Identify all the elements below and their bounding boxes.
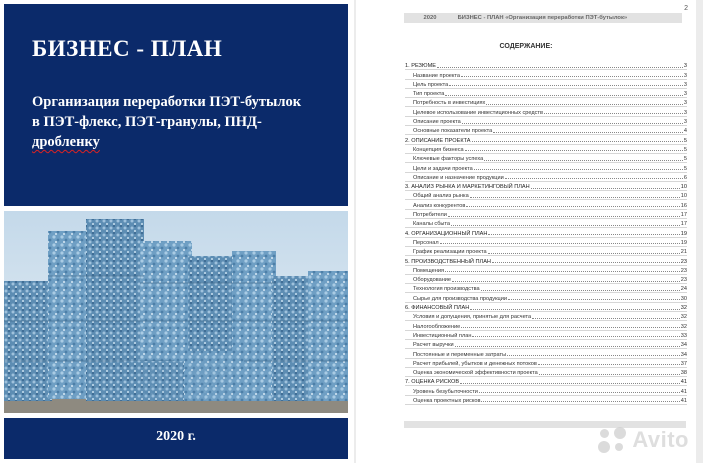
toc-entry-page-number: 3 <box>683 91 687 98</box>
toc-leader-dots <box>488 253 680 254</box>
cover-subtitle <box>32 92 350 152</box>
cover-year-block <box>4 418 348 459</box>
toc-entry-label: Целевое использование инвестиционных средств <box>413 109 543 116</box>
toc-section-entry[interactable] <box>405 182 687 191</box>
page-number: 2 <box>684 5 688 12</box>
toc-subsection-entry[interactable] <box>405 145 687 154</box>
toc-leader-dots <box>532 318 680 319</box>
avito-dots-icon <box>598 427 628 453</box>
toc-entry-page-number: 38 <box>680 370 687 377</box>
toc-entry-label: 3. АНАЛИЗ РЫНКА И МАРКЕТИНГОВЫЙ ПЛАН <box>405 184 530 191</box>
toc-leader-dots <box>508 299 680 300</box>
toc-section-entry[interactable] <box>405 256 687 265</box>
toc-subsection-entry[interactable] <box>405 247 687 256</box>
toc-leader-dots <box>479 392 680 393</box>
toc-entry-page-number: 3 <box>683 81 687 88</box>
toc-entry-page-number: 3 <box>683 100 687 107</box>
toc-subsection-entry[interactable] <box>405 117 687 126</box>
toc-leader-dots <box>481 401 679 402</box>
toc-entry-label: Основные показатели проекта <box>413 128 493 135</box>
toc-leader-dots <box>505 178 683 179</box>
toc-leader-dots <box>451 225 680 226</box>
toc-subsection-entry[interactable] <box>405 284 687 293</box>
toc-entry-page-number: 23 <box>680 258 687 265</box>
toc-entry-label: 6. ФИНАНСОВЫЙ ПЛАН <box>405 305 470 312</box>
toc-entry-label: Помещения <box>413 267 444 274</box>
toc-entry-page-number: 41 <box>680 379 687 386</box>
toc-leader-dots <box>445 271 680 272</box>
toc-entry-label: 4. ОРГАНИЗАЦИОННЫЙ ПЛАН <box>405 230 488 237</box>
toc-page <box>356 0 696 463</box>
toc-entry-label: Оценка проектных рисков <box>413 397 481 404</box>
toc-entry-page-number: 32 <box>680 323 687 330</box>
toc-list <box>405 61 687 405</box>
toc-subsection-entry[interactable] <box>405 331 687 340</box>
toc-entry-label: Тип проекта <box>413 91 445 98</box>
toc-leader-dots <box>493 132 683 133</box>
toc-entry-label: Условия и допущения, принятые для расчета <box>413 314 532 321</box>
toc-entry-page-number: 34 <box>680 351 687 358</box>
toc-entry-page-number: 30 <box>680 295 687 302</box>
toc-entry-page-number: 23 <box>680 277 687 284</box>
toc-entry-label: Персонал <box>413 239 439 246</box>
toc-entry-label: Инвестиционный план <box>413 332 472 339</box>
toc-entry-page-number: 32 <box>680 314 687 321</box>
toc-leader-dots <box>492 262 680 263</box>
toc-section-entry[interactable] <box>405 61 687 70</box>
toc-leader-dots <box>481 290 680 291</box>
toc-entry-page-number: 3 <box>683 119 687 126</box>
toc-entry-label: Уровень безубыточности <box>413 388 478 395</box>
toc-subsection-entry[interactable] <box>405 80 687 89</box>
toc-entry-page-number: 5 <box>683 156 687 163</box>
toc-entry-page-number: 5 <box>683 165 687 172</box>
toc-entry-page-number: 24 <box>680 286 687 293</box>
toc-entry-page-number: 32 <box>680 305 687 312</box>
toc-entry-label: Описание проекта <box>413 119 461 126</box>
toc-subsection-entry[interactable] <box>405 200 687 209</box>
toc-entry-page-number: 10 <box>680 184 687 191</box>
toc-entry-label: Оценка экономической эффективности проекта <box>413 370 538 377</box>
toc-entry-label: Потребность в инвестициях <box>413 100 486 107</box>
toc-entry-page-number: 34 <box>680 342 687 349</box>
avito-watermark <box>598 427 689 453</box>
toc-entry-label: 2. ОПИСАНИЕ ПРОЕКТА <box>405 137 471 144</box>
toc-entry-label: Анализ конкурентов <box>413 202 466 209</box>
toc-entry-label: Общий анализ рынка <box>413 193 469 200</box>
toc-leader-dots <box>474 169 683 170</box>
cover-photo-plastic-bales <box>4 211 348 413</box>
toc-subsection-entry[interactable] <box>405 321 687 330</box>
toc-leader-dots <box>461 327 680 328</box>
toc-subsection-entry[interactable] <box>405 349 687 358</box>
toc-leader-dots <box>544 113 683 114</box>
toc-entry-page-number: 6 <box>683 174 687 181</box>
toc-entry-label: Цель проекта <box>413 81 449 88</box>
toc-entry-page-number: 21 <box>680 249 687 256</box>
toc-subsection-entry[interactable] <box>405 89 687 98</box>
toc-subsection-entry[interactable] <box>405 340 687 349</box>
toc-leader-dots <box>460 383 680 384</box>
toc-entry-page-number: 19 <box>680 230 687 237</box>
toc-entry-page-number: 10 <box>680 193 687 200</box>
toc-subsection-entry[interactable] <box>405 368 687 377</box>
toc-subsection-entry[interactable] <box>405 359 687 368</box>
toc-leader-dots <box>448 216 680 217</box>
toc-subsection-entry[interactable] <box>405 173 687 182</box>
toc-entry-label: Сырье для производства продукции <box>413 295 507 302</box>
toc-entry-label: Описание и назначение продукции <box>413 174 504 181</box>
toc-subsection-entry[interactable] <box>405 126 687 135</box>
cover-subtitle-line-2: в ПЭТ-флекс, ПЭТ-гранулы, ПНД- <box>32 114 262 130</box>
toc-entry-page-number: 5 <box>683 146 687 153</box>
toc-subsection-entry[interactable] <box>405 163 687 172</box>
toc-entry-label: Постоянные и переменные затраты <box>413 351 507 358</box>
toc-entry-page-number: 23 <box>680 267 687 274</box>
toc-leader-dots <box>507 355 680 356</box>
toc-entry-page-number: 16 <box>680 202 687 209</box>
cover-title-block <box>4 4 348 206</box>
toc-entry-page-number: 19 <box>680 239 687 246</box>
header-year: 2020 <box>423 15 437 21</box>
toc-entry-label: Ключевые факторы успеха <box>413 156 484 163</box>
toc-subsection-entry[interactable] <box>405 238 687 247</box>
toc-subsection-entry[interactable] <box>405 70 687 79</box>
toc-leader-dots <box>461 76 683 77</box>
toc-leader-dots <box>449 85 683 86</box>
toc-entry-page-number: 3 <box>683 63 687 70</box>
toc-entry-page-number: 41 <box>680 397 687 404</box>
toc-subsection-entry[interactable] <box>405 98 687 107</box>
toc-entry-label: Расчет выручки <box>413 342 454 349</box>
toc-subsection-entry[interactable] <box>405 191 687 200</box>
toc-subsection-entry[interactable] <box>405 275 687 284</box>
watermark-text: Avito <box>632 427 689 452</box>
toc-section-entry[interactable] <box>405 228 687 237</box>
toc-entry-label: 5. ПРОИЗВОДСТВЕННЫЙ ПЛАН <box>405 258 491 265</box>
toc-entry-page-number: 5 <box>683 137 687 144</box>
toc-entry-label: Расчет прибылей, убытков и денежных потоков <box>413 360 537 367</box>
toc-leader-dots <box>437 67 683 68</box>
toc-subsection-entry[interactable] <box>405 266 687 275</box>
toc-leader-dots <box>470 309 679 310</box>
toc-leader-dots <box>445 95 683 96</box>
toc-leader-dots <box>531 188 680 189</box>
header-title: БИЗНЕС - ПЛАН «Организация переработки ПЭТ-бутылок» <box>457 15 628 21</box>
toc-leader-dots <box>484 160 683 161</box>
toc-entry-label: Концепция бизнеса <box>413 146 464 153</box>
toc-leader-dots <box>455 346 680 347</box>
toc-subsection-entry[interactable] <box>405 219 687 228</box>
toc-leader-dots <box>488 234 679 235</box>
toc-entry-label: 1. РЕЗЮМЕ <box>405 63 436 70</box>
toc-subsection-entry[interactable] <box>405 154 687 163</box>
toc-entry-page-number: 17 <box>680 221 687 228</box>
toc-subsection-entry[interactable] <box>405 386 687 395</box>
toc-entry-label: 7. ОЦЕНКА РИСКОВ <box>405 379 460 386</box>
toc-subsection-entry[interactable] <box>405 312 687 321</box>
toc-entry-page-number: 33 <box>680 332 687 339</box>
toc-leader-dots <box>472 141 683 142</box>
toc-entry-page-number: 3 <box>683 109 687 116</box>
toc-entry-page-number: 4 <box>683 128 687 135</box>
toc-entry-label: Технология производства <box>413 286 480 293</box>
toc-leader-dots <box>452 281 680 282</box>
toc-leader-dots <box>472 336 679 337</box>
toc-leader-dots <box>465 150 683 151</box>
toc-entry-label: Налогообложение <box>413 323 461 330</box>
toc-entry-label: График реализации проекта <box>413 249 487 256</box>
toc-leader-dots <box>470 197 680 198</box>
toc-subsection-entry[interactable] <box>405 396 687 405</box>
toc-entry-page-number: 37 <box>680 360 687 367</box>
toc-subsection-entry[interactable] <box>405 107 687 116</box>
toc-leader-dots <box>538 364 680 365</box>
toc-section-entry[interactable] <box>405 135 687 144</box>
toc-subsection-entry[interactable] <box>405 293 687 302</box>
toc-section-entry[interactable] <box>405 303 687 312</box>
toc-leader-dots <box>466 206 679 207</box>
toc-entry-label: Каналы сбыта <box>413 221 451 228</box>
cover-title: БИЗНЕС - ПЛАН <box>32 36 223 61</box>
toc-leader-dots <box>539 374 680 375</box>
toc-entry-label: Оборудование <box>413 277 452 284</box>
toc-leader-dots <box>462 123 683 124</box>
toc-leader-dots <box>440 243 680 244</box>
toc-heading: СОДЕРЖАНИЕ: <box>499 43 553 50</box>
cover-subtitle-line-3: дробленку <box>32 134 100 150</box>
cover-year: 2020 г. <box>156 429 196 444</box>
toc-entry-label: Название проекта <box>413 72 461 79</box>
toc-entry-label: Потребители <box>413 212 447 219</box>
toc-entry-page-number: 41 <box>680 388 687 395</box>
cover-subtitle-line-1: Организация переработки ПЭТ-бутылок <box>32 94 302 110</box>
toc-leader-dots <box>486 104 683 105</box>
toc-entry-label: Цели и задачи проекта <box>413 165 473 172</box>
toc-entry-page-number: 17 <box>680 212 687 219</box>
document-header <box>404 13 682 23</box>
toc-entry-page-number: 3 <box>683 72 687 79</box>
toc-section-entry[interactable] <box>405 377 687 386</box>
toc-subsection-entry[interactable] <box>405 210 687 219</box>
